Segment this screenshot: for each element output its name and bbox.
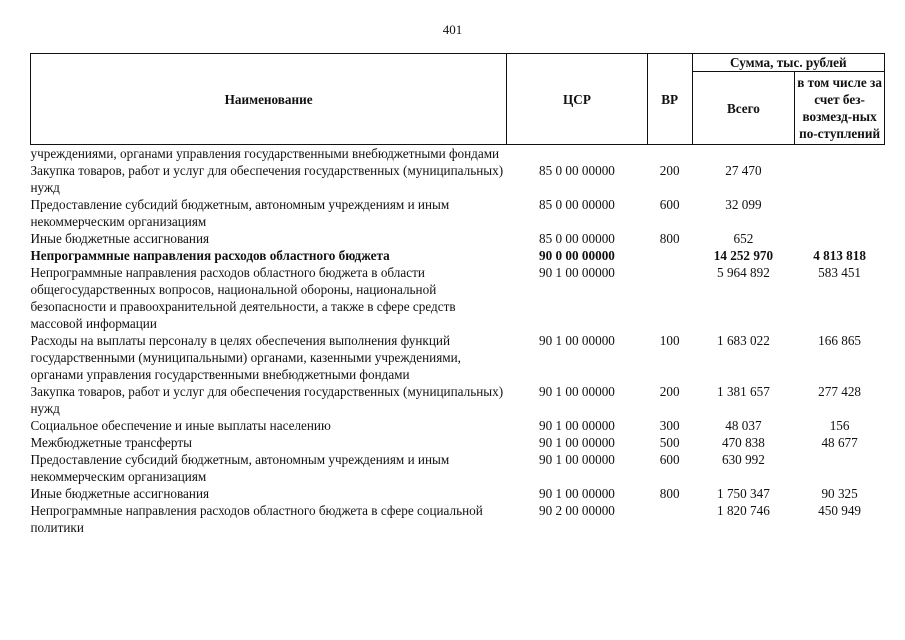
table-row — [31, 417, 885, 434]
row-csr: 90 2 00 00000 — [539, 503, 615, 518]
row-total: 630 992 — [721, 452, 765, 467]
table-row — [31, 264, 885, 332]
row-free — [795, 451, 885, 485]
table-row — [31, 162, 885, 196]
table-row — [31, 383, 885, 417]
row-vr: 800 — [659, 486, 680, 501]
header-name: Наименование — [31, 54, 507, 145]
table-row — [31, 502, 885, 536]
header-sum: Сумма, тыс. рублей — [692, 54, 884, 72]
row-free: 4 813 818 — [813, 248, 866, 263]
row-vr: 100 — [659, 333, 680, 348]
row-csr: 85 0 00 00000 — [539, 163, 615, 178]
header-free: в том числе за счет без-возмезд-ных по-ступлений — [795, 72, 885, 145]
row-csr: 90 0 00 00000 — [539, 248, 615, 263]
table-row — [31, 196, 885, 230]
row-vr: 500 — [659, 435, 680, 450]
row-name: Иные бюджетные ассигнования — [30, 486, 210, 501]
row-csr: 90 1 00 00000 — [539, 435, 615, 450]
row-name: Межбюджетные трансферты — [30, 435, 192, 450]
row-name: учреждениями, органами управления государственными внебюджетными фондами — [30, 146, 500, 161]
row-free — [795, 230, 885, 247]
row-csr: 90 1 00 00000 — [539, 452, 615, 467]
row-total: 652 — [733, 231, 754, 246]
row-vr — [647, 264, 692, 332]
row-total: 48 037 — [725, 418, 762, 433]
row-free: 48 677 — [821, 435, 858, 450]
row-total: 470 838 — [721, 435, 765, 450]
row-total: 1 683 022 — [717, 333, 770, 348]
table-row — [31, 451, 885, 485]
row-csr — [507, 145, 648, 163]
row-name: Предоставление субсидий бюджетным, автономным учреждениям и иным некоммерческим организациям — [30, 452, 450, 484]
row-name: Расходы на выплаты персоналу в целях обеспечения выполнения функций государственными (муниципальными) органами, казенными учреждениями, органами управления государственными внебюджетными фондами — [30, 333, 461, 382]
row-name: Непрограммные направления расходов областного бюджета — [30, 248, 390, 263]
page-number: 401 — [442, 22, 463, 37]
row-csr: 90 1 00 00000 — [539, 384, 615, 399]
row-vr: 200 — [659, 163, 680, 178]
row-free: 583 451 — [818, 265, 862, 280]
row-total: 14 252 970 — [713, 248, 774, 263]
header-vr: ВР — [647, 54, 692, 145]
row-csr: 90 1 00 00000 — [539, 486, 615, 501]
row-csr: 90 1 00 00000 — [539, 265, 615, 280]
row-total — [692, 145, 795, 163]
row-vr: 300 — [659, 418, 680, 433]
row-total: 27 470 — [725, 163, 762, 178]
row-name: Закупка товаров, работ и услуг для обеспечения государственных (муниципальных) нужд — [30, 384, 504, 416]
row-name: Иные бюджетные ассигнования — [30, 231, 210, 246]
row-free — [795, 162, 885, 196]
row-total: 1 381 657 — [717, 384, 770, 399]
table-row — [31, 145, 885, 163]
row-total: 32 099 — [725, 197, 762, 212]
row-name: Социальное обеспечение и иные выплаты населению — [30, 418, 331, 433]
row-free — [795, 145, 885, 163]
row-free — [795, 196, 885, 230]
row-vr: 200 — [659, 384, 680, 399]
row-vr — [647, 145, 692, 163]
table-row — [31, 434, 885, 451]
row-csr: 90 1 00 00000 — [539, 418, 615, 433]
row-free: 166 865 — [818, 333, 862, 348]
row-total: 1 820 746 — [717, 503, 770, 518]
budget-table — [30, 53, 885, 536]
row-free: 277 428 — [818, 384, 862, 399]
row-free: 156 — [829, 418, 850, 433]
row-vr — [647, 247, 692, 264]
row-vr — [647, 502, 692, 536]
row-total: 5 964 892 — [717, 265, 770, 280]
table-row — [31, 230, 885, 247]
row-vr: 600 — [659, 197, 680, 212]
table-row — [31, 485, 885, 502]
table-row — [31, 332, 885, 383]
row-total: 1 750 347 — [717, 486, 770, 501]
row-name: Предоставление субсидий бюджетным, автономным учреждениям и иным некоммерческим организациям — [30, 197, 450, 229]
row-csr: 90 1 00 00000 — [539, 333, 615, 348]
row-free: 90 325 — [821, 486, 858, 501]
row-name: Непрограммные направления расходов областного бюджета в области общегосударственных вопросов, национальной обороны, национальной безопасности и правоохранительной деятельности, а также в сфере средств массовой информации — [30, 265, 456, 331]
row-vr: 800 — [659, 231, 680, 246]
row-free: 450 949 — [818, 503, 862, 518]
table-row — [31, 247, 885, 264]
row-vr: 600 — [659, 452, 680, 467]
row-name: Непрограммные направления расходов областного бюджета в сфере социальной политики — [30, 503, 483, 535]
row-name: Закупка товаров, работ и услуг для обеспечения государственных (муниципальных) нужд — [30, 163, 504, 195]
row-csr: 85 0 00 00000 — [539, 197, 615, 212]
row-csr: 85 0 00 00000 — [539, 231, 615, 246]
header-csr: ЦСР — [507, 54, 648, 145]
header-total: Всего — [692, 72, 795, 145]
